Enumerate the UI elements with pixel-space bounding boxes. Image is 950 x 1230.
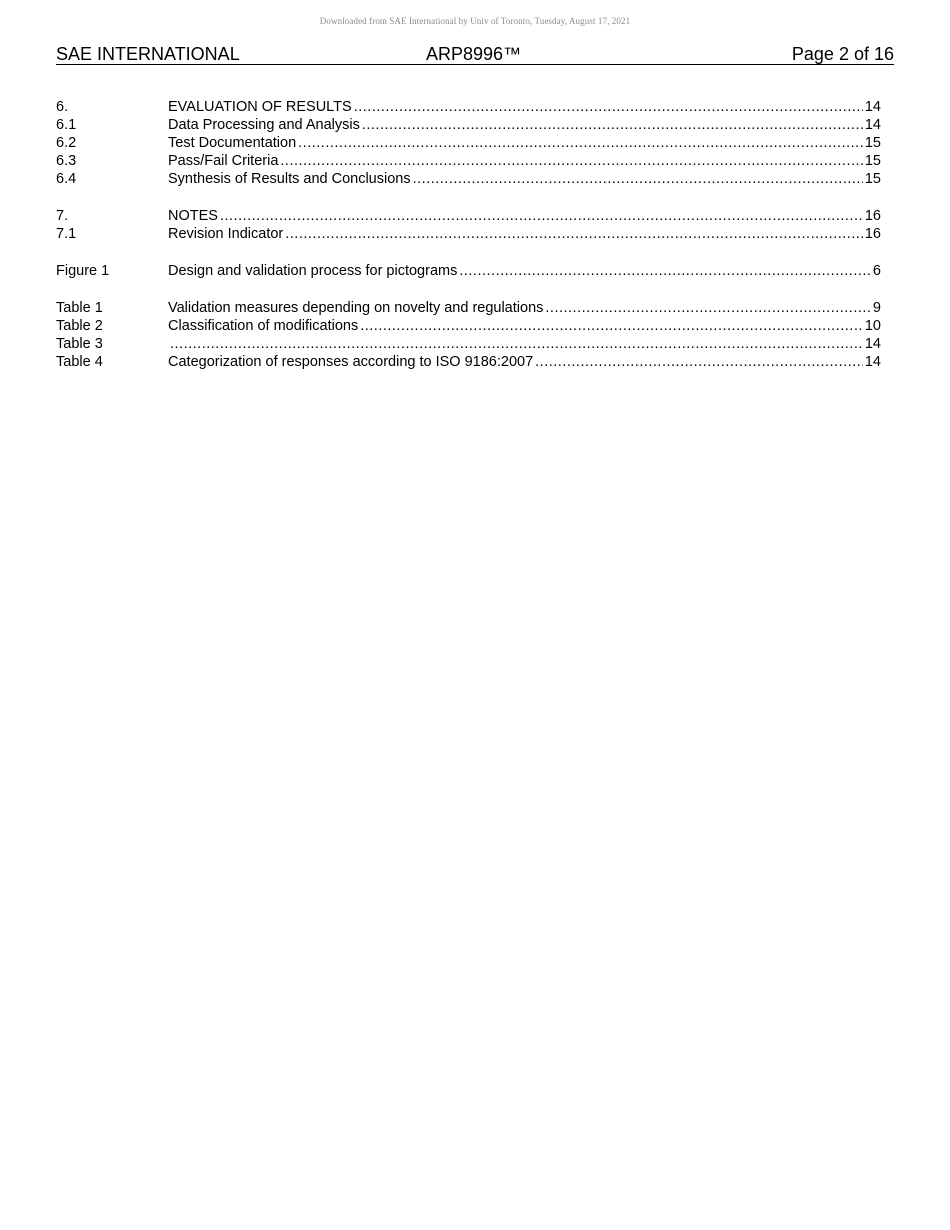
toc-dot-leader — [459, 262, 871, 280]
toc-group-section-6 — [56, 98, 881, 188]
toc-dot-leader — [354, 98, 863, 116]
toc-entry-page: 14 — [864, 336, 881, 352]
toc-entry-title: Pass/Fail Criteria — [168, 153, 279, 169]
toc-entry-number: 6. — [56, 99, 69, 115]
toc-entry-page: 9 — [872, 300, 881, 316]
toc-entry-page: 15 — [864, 153, 881, 169]
toc-entry-page: 15 — [864, 171, 881, 187]
toc-entry-number: 6.2 — [56, 135, 77, 151]
toc-entry-title: Data Processing and Analysis — [168, 117, 360, 133]
header-page-number: Page 2 of 16 — [791, 44, 894, 64]
toc-entry[interactable] — [56, 98, 881, 116]
toc-entry-page: 16 — [864, 208, 881, 224]
download-watermark: Downloaded from SAE International by Univ of Toronto, Tuesday, August 17, 2021 — [319, 16, 631, 26]
toc-entry-number: Figure 1 — [56, 263, 110, 279]
toc-entry-number: Table 4 — [56, 354, 103, 370]
toc-entry[interactable] — [56, 299, 881, 317]
toc-entry[interactable] — [56, 207, 881, 225]
toc-entry-number: Table 2 — [56, 318, 103, 334]
toc-entry-title: Test Documentation — [168, 135, 297, 151]
toc-entry-title: NOTES — [168, 208, 218, 224]
header-document-number: ARP8996™ — [426, 44, 522, 64]
toc-entry-page: 14 — [864, 99, 881, 115]
toc-dot-leader — [413, 170, 863, 188]
toc-dot-leader — [545, 299, 871, 317]
toc-entry[interactable] — [56, 335, 881, 353]
toc-dot-leader — [362, 116, 863, 134]
toc-group-figures — [56, 262, 881, 280]
toc-entry-title: Validation measures depending on novelty and regulations — [168, 300, 544, 316]
toc-entry[interactable] — [56, 170, 881, 188]
toc-dot-leader — [360, 317, 863, 335]
toc-entry-title: EVALUATION OF RESULTS — [168, 99, 352, 115]
header-organization: SAE INTERNATIONAL — [56, 44, 240, 64]
toc-entry-number: Table 1 — [56, 300, 103, 316]
toc-entry-page: 14 — [864, 117, 881, 133]
toc-entry[interactable] — [56, 353, 881, 371]
toc-group-tables — [56, 299, 881, 371]
toc-dot-leader — [220, 207, 863, 225]
toc-entry-number: 6.3 — [56, 153, 77, 169]
toc-dot-leader — [285, 225, 863, 243]
toc-entry-page: 6 — [872, 263, 881, 279]
toc-entry[interactable] — [56, 152, 881, 170]
toc-entry-number: 7. — [56, 208, 69, 224]
toc-entry[interactable] — [56, 317, 881, 335]
toc-entry-number: 6.4 — [56, 171, 77, 187]
toc-dot-leader — [298, 134, 863, 152]
toc-dot-leader — [170, 335, 863, 353]
toc-entry-number: 6.1 — [56, 117, 77, 133]
toc-dot-leader — [535, 353, 863, 371]
toc-entry-page: 14 — [864, 354, 881, 370]
table-of-contents — [56, 98, 881, 390]
toc-entry-title: Synthesis of Results and Conclusions — [168, 171, 411, 187]
page-header — [56, 44, 894, 65]
toc-entry-page: 16 — [864, 226, 881, 242]
toc-entry[interactable] — [56, 225, 881, 243]
toc-entry-page: 10 — [864, 318, 881, 334]
toc-dot-leader — [280, 152, 862, 170]
toc-entry[interactable] — [56, 262, 881, 280]
toc-entry-title: Categorization of responses according to ISO 9186:2007 — [168, 354, 534, 370]
toc-entry-number: 7.1 — [56, 226, 77, 242]
toc-entry[interactable] — [56, 134, 881, 152]
toc-entry-title: Revision Indicator — [168, 226, 284, 242]
toc-entry[interactable] — [56, 116, 881, 134]
toc-group-section-7 — [56, 207, 881, 243]
toc-entry-title: Design and validation process for pictograms — [168, 263, 458, 279]
toc-entry-page: 15 — [864, 135, 881, 151]
toc-entry-title: Classification of modifications — [168, 318, 359, 334]
toc-entry-number: Table 3 — [56, 336, 103, 352]
